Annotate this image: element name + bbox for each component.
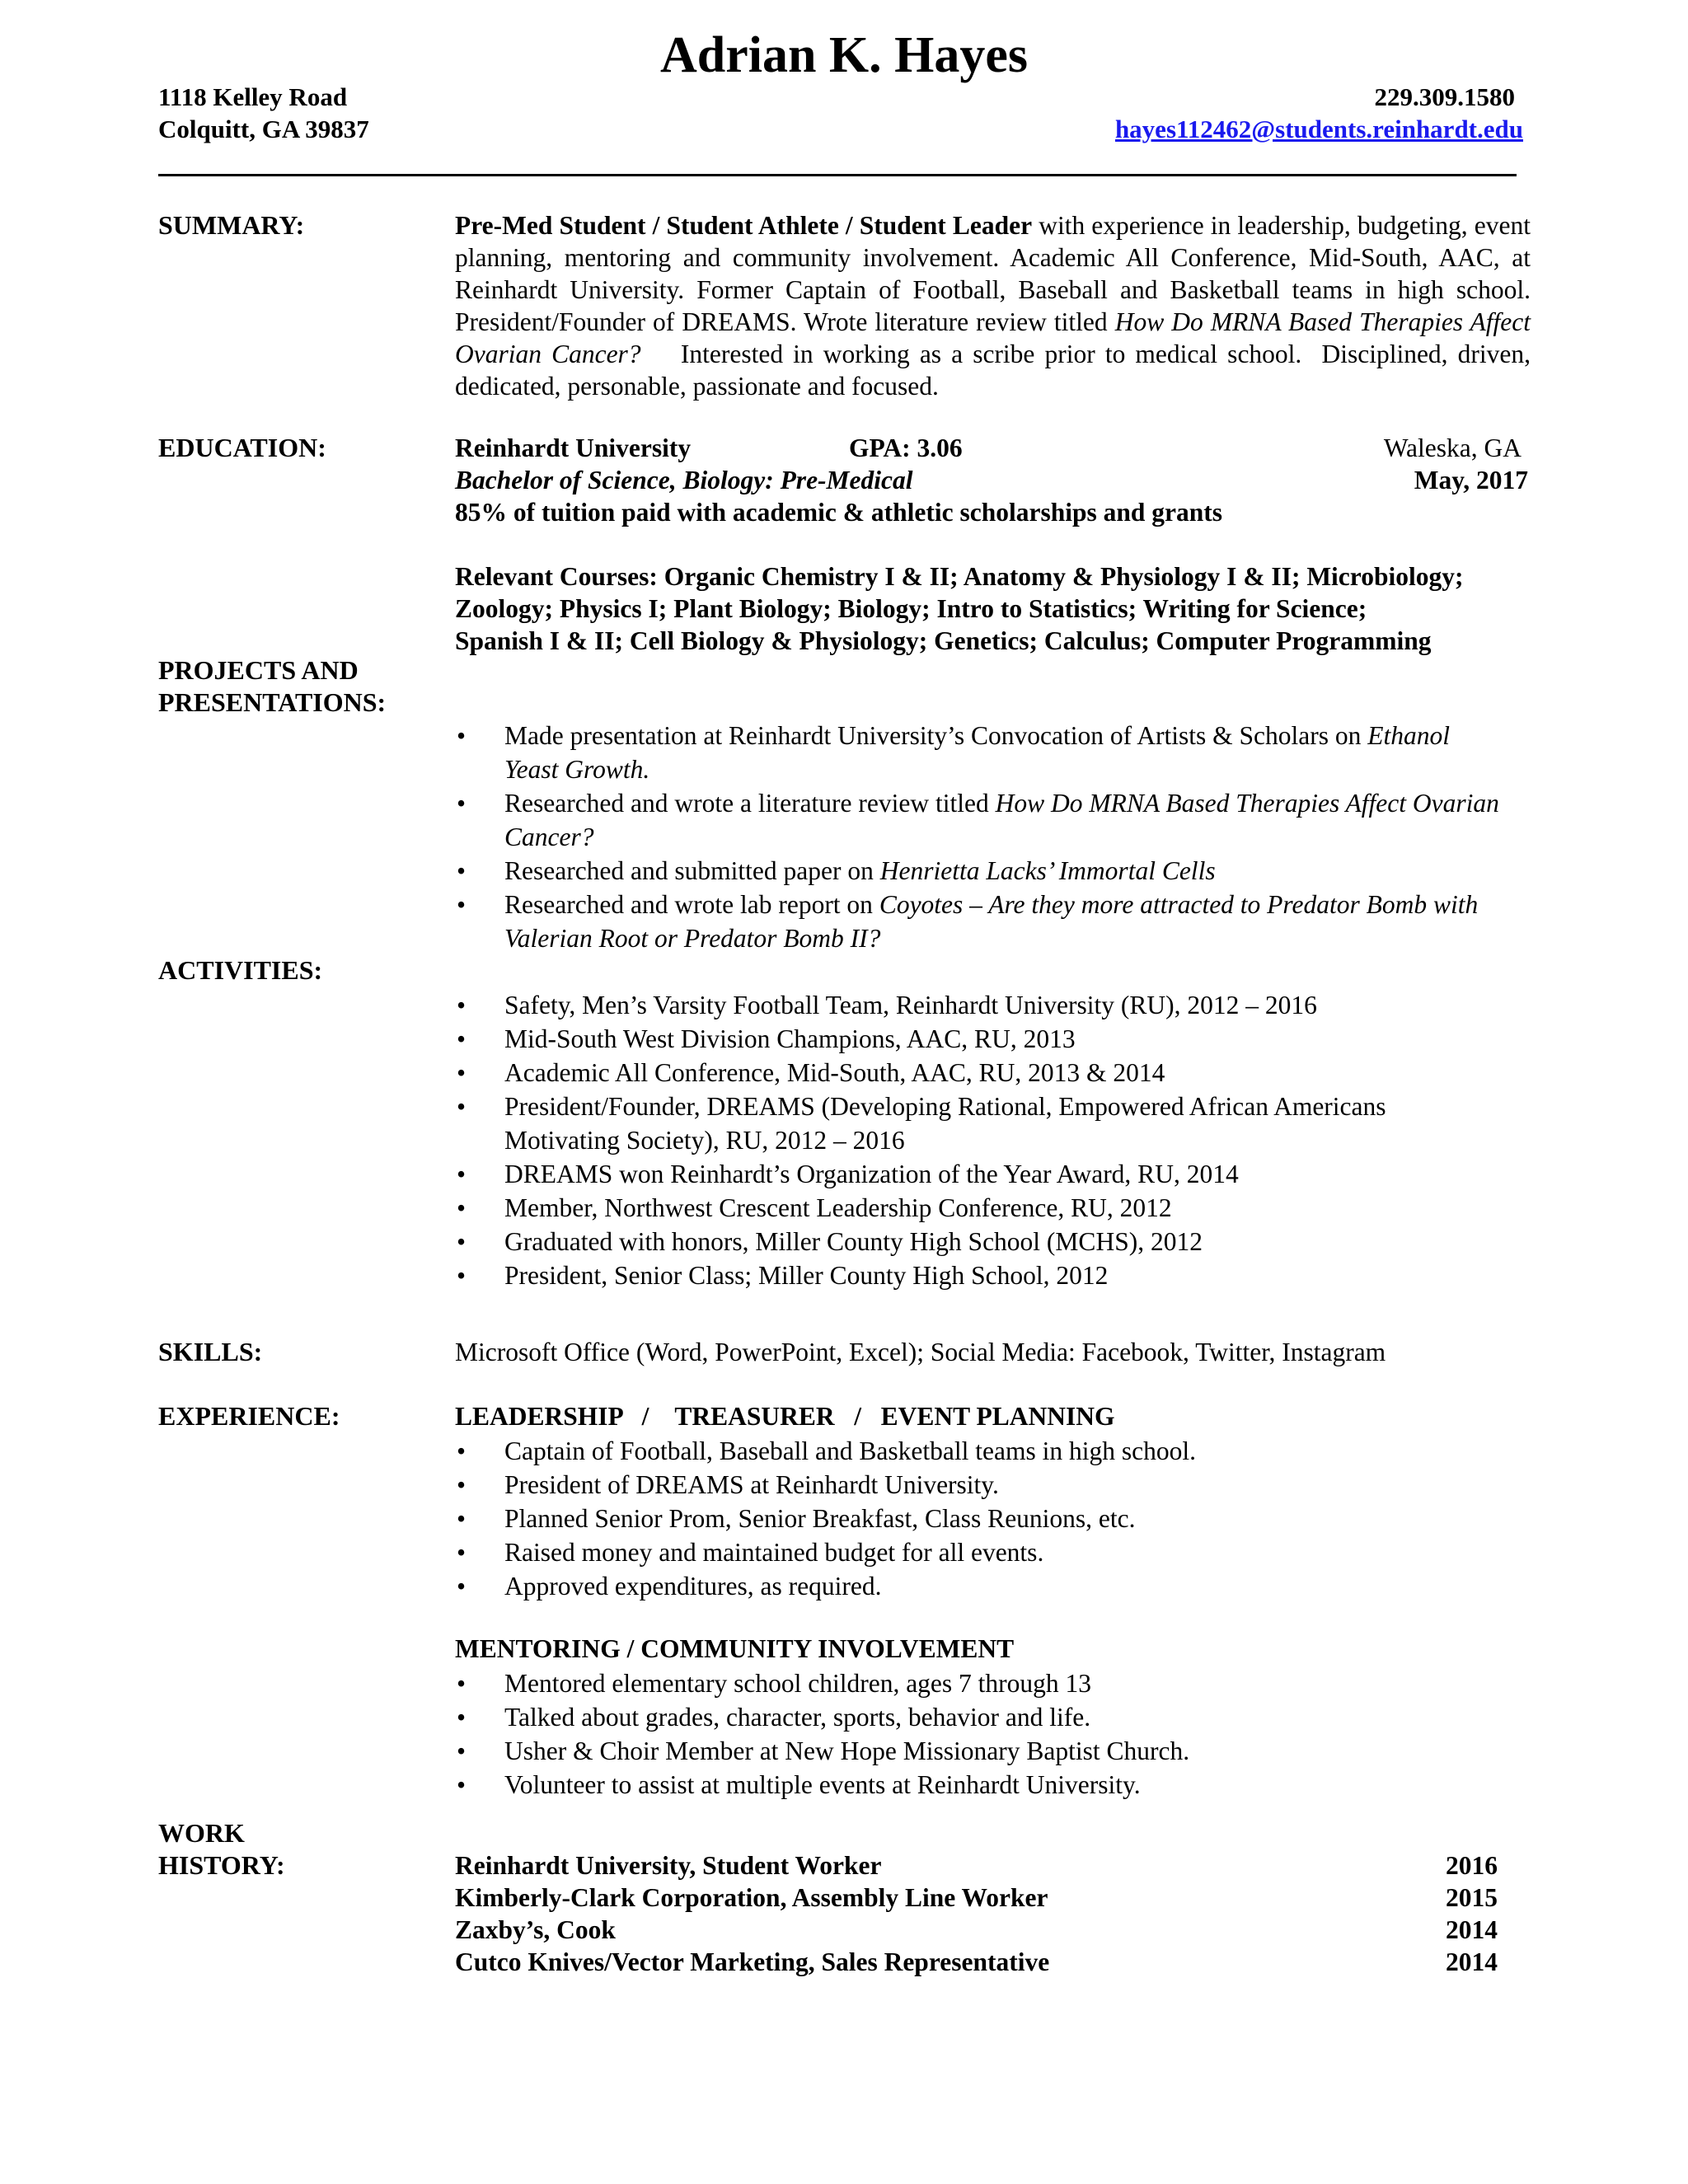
list-item: • Talked about grades, character, sports, behavior and life. [455,1700,1531,1734]
summary-text [455,209,1537,402]
experience-section [455,1400,1531,1802]
list-item: • Safety, Men’s Varsity Football Team, Reinhardt University (RU), 2012 – 2016 [455,988,1469,1022]
projects-label-line-1: PROJECTS AND [158,655,359,685]
work-history-label [158,1817,285,1882]
education-section [455,432,1528,657]
list-item: • Researched and wrote a literature review titled How Do MRNA Based Therapies Affect Ovarian Cancer? [455,786,1510,854]
tuition-note: 85% of tuition paid with academic & athletic scholarships and grants [455,498,1223,527]
projects-label [158,654,386,719]
list-item: • Mentored elementary school children, ages 7 through 13 [455,1666,1531,1700]
work-history-label-line-2: HISTORY: [158,1850,285,1880]
gpa: GPA: 3.06 [849,434,963,462]
school-name: Reinhardt University [455,434,692,462]
degree: Bachelor of Science, Biology: Pre-Medical [455,466,913,494]
list-item: • President of DREAMS at Reinhardt University. [455,1468,1531,1502]
list-item: • President/Founder, DREAMS (Developing Rational, Empowered African Americans Motivating Society), RU, 2012 – 2016 [455,1090,1469,1157]
list-item: • President, Senior Class; Miller County High School, 2012 [455,1258,1469,1292]
work-history-label-line-1: WORK [158,1818,245,1848]
courses-line: Zoology; Physics I; Plant Biology; Biology; Intro to Statistics; Writing for Science; [455,594,1367,623]
summary-body-2: Interested in working as a scribe prior to medical school. Disciplined, driven, dedicated, personable, passionate and focused. [455,340,1537,401]
job-row: Cutco Knives/Vector Marketing, Sales Representative 2014 [455,1947,1498,1976]
summary-review-title: How Do MRNA Based Therapies Affect Ovarian Cancer? [455,307,1531,368]
skills-text: Microsoft Office (Word, PowerPoint, Excel); Social Media: Facebook, Twitter, Instagram [455,1338,1386,1366]
list-item: • Member, Northwest Crescent Leadership Conference, RU, 2012 [455,1191,1469,1225]
summary-body-1: with experience in leadership, budgeting, event planning, mentoring and community involvement. Academic All Conference, Mid-South, AAC, at Reinhardt University. Former Captain of Football, Baseball and Basketball teams in high school. President/Founder of DREAMS. Wrote literature review titled [455,211,1531,336]
list-item: • Raised money and maintained budget for all events. [455,1535,1531,1569]
projects-label-line-2: PRESENTATIONS: [158,687,387,717]
list-item: • Academic All Conference, Mid-South, AAC, RU, 2013 & 2014 [455,1056,1469,1090]
list-item: • Researched and submitted paper on Henrietta Lacks’ Immortal Cells [455,854,1510,888]
summary-label: SUMMARY: [158,210,305,240]
job-row: Kimberly-Clark Corporation, Assembly Line Worker 2015 [455,1883,1498,1912]
education-label: EDUCATION: [158,433,326,462]
list-item: • Usher & Choir Member at New Hope Missionary Baptist Church. [455,1734,1531,1768]
experience-label: EXPERIENCE: [158,1401,340,1431]
school-location: Waleska, GA [1383,434,1522,462]
resume-name: Adrian K. Hayes [659,27,1029,83]
address-line-1: 1118 Kelley Road [158,82,348,111]
projects-list [455,719,1510,955]
job-row: Reinhardt University, Student Worker 2016 [455,1851,1498,1880]
list-item: • Planned Senior Prom, Senior Breakfast, Class Reunions, etc. [455,1502,1531,1535]
list-item: • Volunteer to assist at multiple events at Reinhardt University. [455,1768,1531,1802]
activities-label: ACTIVITIES: [158,955,323,985]
list-item: • DREAMS won Reinhardt’s Organization of the Year Award, RU, 2014 [455,1157,1469,1191]
experience-heading-mentoring: MENTORING / COMMUNITY INVOLVEMENT [455,1634,1015,1663]
phone-number: 229.309.1580 [1374,82,1515,111]
courses-line: Spanish I & II; Cell Biology & Physiology; Genetics; Calculus; Computer Programming [455,626,1432,655]
skills-label: SKILLS: [158,1337,263,1366]
list-item: • Made presentation at Reinhardt University’s Convocation of Artists & Scholars on Ethanol Yeast Growth. [455,719,1510,786]
courses-line: Relevant Courses: Organic Chemistry I & II; Anatomy & Physiology I & II; Microbiology; [455,562,1464,591]
list-item: • Captain of Football, Baseball and Basketball teams in high school. [455,1434,1531,1468]
graduation-date: May, 2017 [1414,466,1528,494]
list-item: • Graduated with honors, Miller County High School (MCHS), 2012 [455,1225,1469,1258]
list-item: • Mid-South West Division Champions, AAC, RU, 2013 [455,1022,1469,1056]
experience-heading-leadership: LEADERSHIP / TREASURER / EVENT PLANNING [455,1402,1115,1431]
email-link[interactable]: hayes112462@students.reinhardt.edu [1114,115,1523,143]
summary-lead: Pre-Med Student / Student Athlete / Student Leader [455,211,1033,240]
list-item: • Approved expenditures, as required. [455,1569,1531,1603]
activities-list [455,988,1469,1292]
list-item: • Researched and wrote lab report on Coyotes – Are they more attracted to Predator Bomb with Valerian Root or Predator Bomb II? [455,888,1510,955]
address-line-2: Colquitt, GA 39837 [158,115,369,143]
job-row: Zaxby’s, Cook 2014 [455,1915,1498,1944]
education-school-row [455,432,1528,464]
work-history-list [455,1849,1498,1978]
education-degree-row [455,464,1528,496]
header-divider [158,174,1517,176]
